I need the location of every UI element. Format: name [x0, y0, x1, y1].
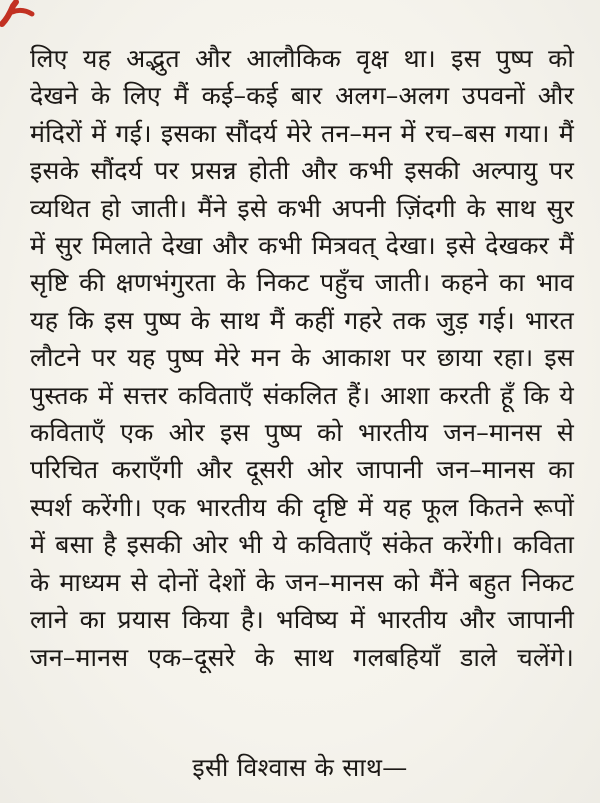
- text-line: व्यथित हो जाती। मैंने इसे कभी अपनी ज़िंदगी के साथ सुर: [30, 193, 574, 223]
- text-line: लाने का प्रयास किया है। भविष्य में भारतीय और जापानी: [30, 605, 574, 635]
- text-line: के माध्यम से दोनों देशों के जन–मानस को मैंने बहुत निकट: [30, 567, 574, 597]
- text-line: में सुर मिलाते देखा और कभी मित्रवत् देखा। इसे देखकर मैं: [30, 231, 574, 261]
- text-line: सृष्टि की क्षणभंगुरता के निकट पहुँच जाती। कहने का भाव: [30, 268, 574, 298]
- text-line: यह कि इस पुष्प के साथ मैं कहीं गहरे तक जुड़ गई। भारत: [30, 305, 574, 335]
- text-line: लौटने पर यह पुष्प मेरे मन के आकाश पर छाया रहा। इस: [30, 343, 574, 373]
- text-line: देखने के लिए मैं कई–कई बार अलग–अलग उपवनों और: [30, 81, 574, 111]
- text-line: स्पर्श करेंगी। एक भारतीय की दृष्टि में यह फूल कितने रूपों: [30, 492, 574, 522]
- text-line: परिचित कराएँगी और दूसरी ओर जापानी जन–मानस का: [30, 455, 574, 485]
- text-line: लिए यह अद्भुत और आलौकिक वृक्ष था। इस पुष्प को: [30, 44, 574, 73]
- red-pen-mark-icon: [0, 0, 44, 34]
- text-line: मंदिरों में गई। इसका सौंदर्य मेरे तन–मन में रच–बस गया। मैं: [30, 118, 574, 148]
- text-line: पुस्तक में सत्तर कविताएँ संकलित हैं। आशा करती हूँ कि ये: [30, 380, 574, 410]
- closing-line: इसी विश्वास के साथ—: [192, 753, 408, 782]
- text-line: इसके सौंदर्य पर प्रसन्न होती और कभी इसकी अल्पायु पर: [30, 156, 574, 186]
- text-line: में बसा है इसकी ओर भी ये कविताएँ संकेत करेंगी। कविता: [30, 530, 574, 560]
- paragraph: [30, 40, 574, 676]
- text-line: कविताएँ एक ओर इस पुष्प को भारतीय जन–मानस से: [30, 418, 574, 448]
- text-line: जन–मानस एक–दूसरे के साथ गलबहियाँ डाले चलेंगे।: [30, 642, 574, 672]
